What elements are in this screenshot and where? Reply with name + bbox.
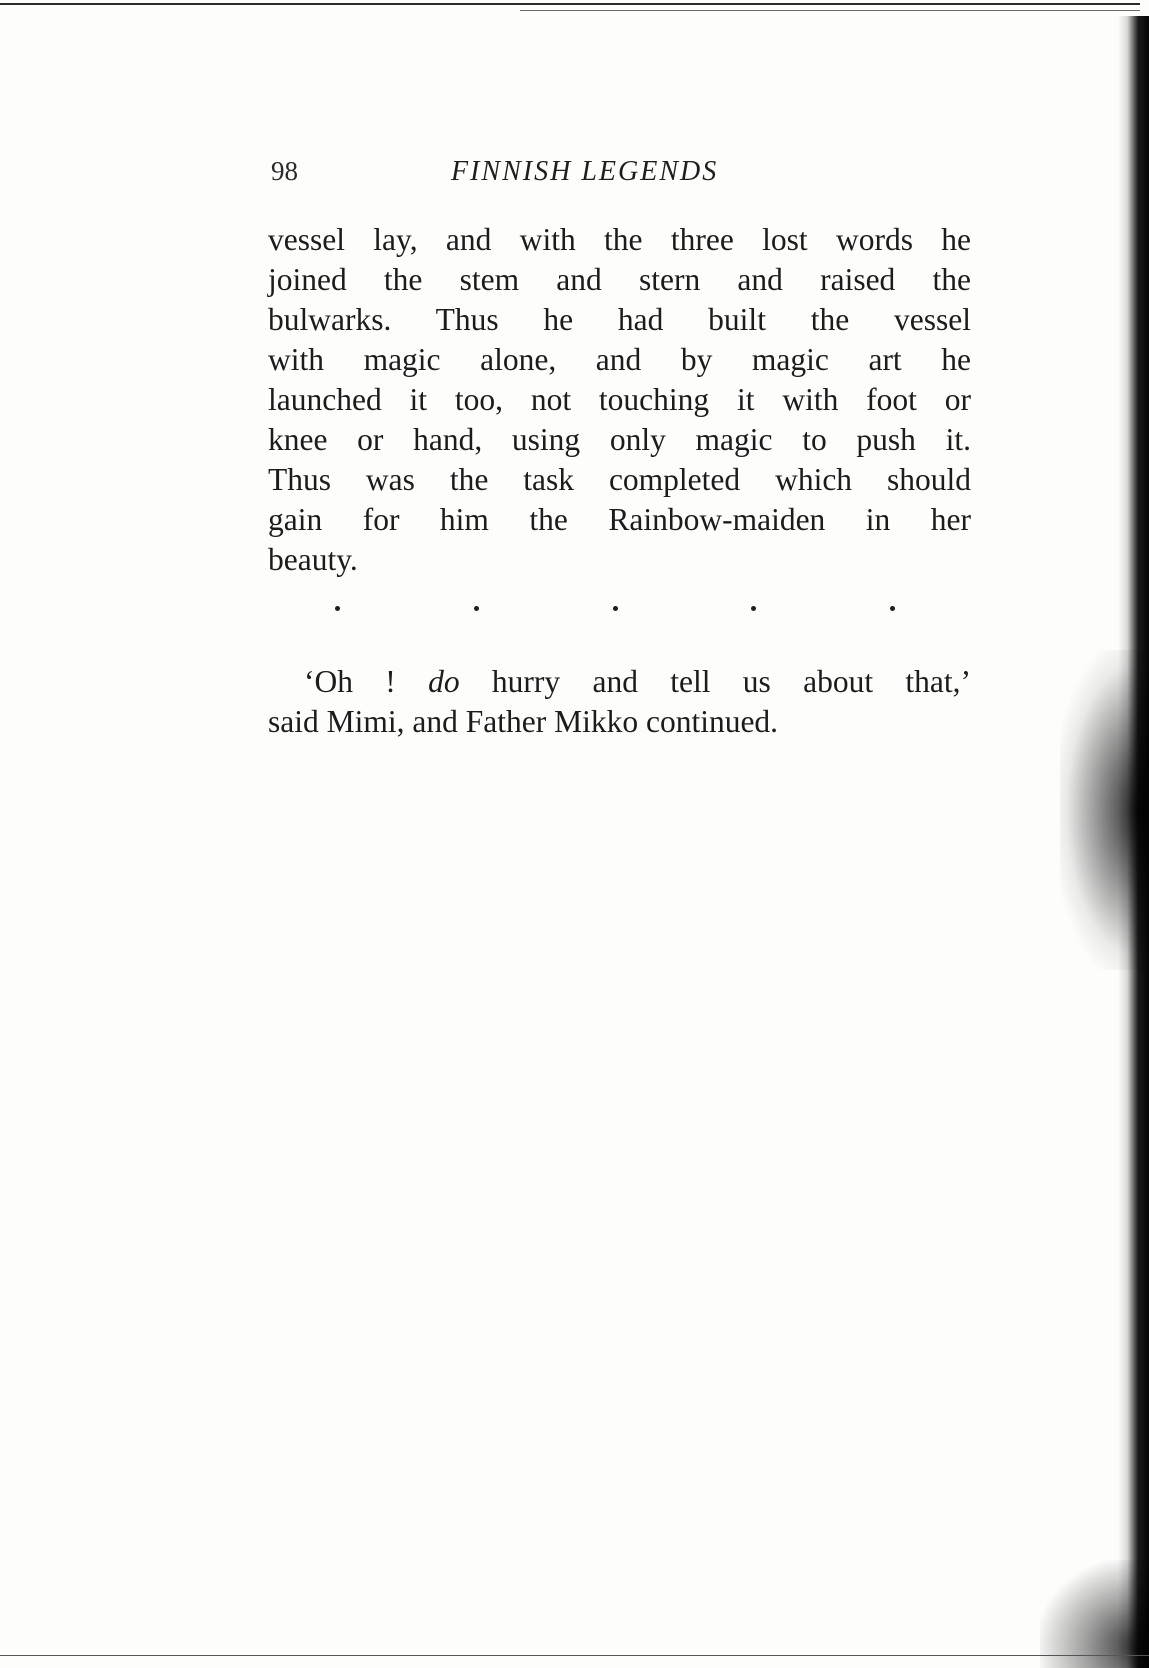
dialogue-open: ‘Oh !: [304, 664, 396, 699]
section-break-dot: [613, 606, 618, 611]
binding-shadow-bottom: [1040, 1560, 1149, 1668]
section-break-dot: [890, 606, 895, 611]
body-line: joined the stem and stern and raised the: [268, 262, 971, 297]
running-head: [271, 156, 971, 196]
body-line: gain for him the Rainbow-maiden in her: [268, 502, 971, 537]
emphasis-word: do: [428, 664, 460, 699]
dialogue-rest: hurry and tell us about that,’: [491, 664, 972, 699]
dialogue-line: said Mimi, and Father Mikko continued.: [268, 704, 779, 739]
binding-shadow: [1060, 650, 1149, 970]
body-paragraph: [268, 220, 971, 580]
body-line: with magic alone, and by magic art he: [268, 342, 971, 377]
body-line: bulwarks. Thus he had built the vessel: [268, 302, 971, 337]
page-number: 98: [271, 156, 298, 186]
running-title: FINNISH LEGENDS: [451, 156, 719, 187]
dialogue-line: [268, 662, 971, 702]
section-break-dots: [335, 606, 895, 626]
body-line: knee or hand, using only magic to push it.: [268, 422, 971, 457]
body-line: launched it too, not touching it with foot or: [268, 382, 971, 417]
section-break-dot: [335, 606, 340, 611]
section-break-dot: [474, 606, 479, 611]
top-border-rule: [0, 3, 1140, 5]
body-line: Thus was the task completed which should: [268, 462, 971, 497]
top-border-rule-secondary: [520, 10, 1140, 11]
dialogue-paragraph: [268, 662, 971, 742]
body-line: beauty.: [268, 542, 358, 577]
body-line: vessel lay, and with the three lost words he: [268, 222, 971, 257]
bottom-border-rule: [0, 1655, 1149, 1656]
section-break-dot: [751, 606, 756, 611]
